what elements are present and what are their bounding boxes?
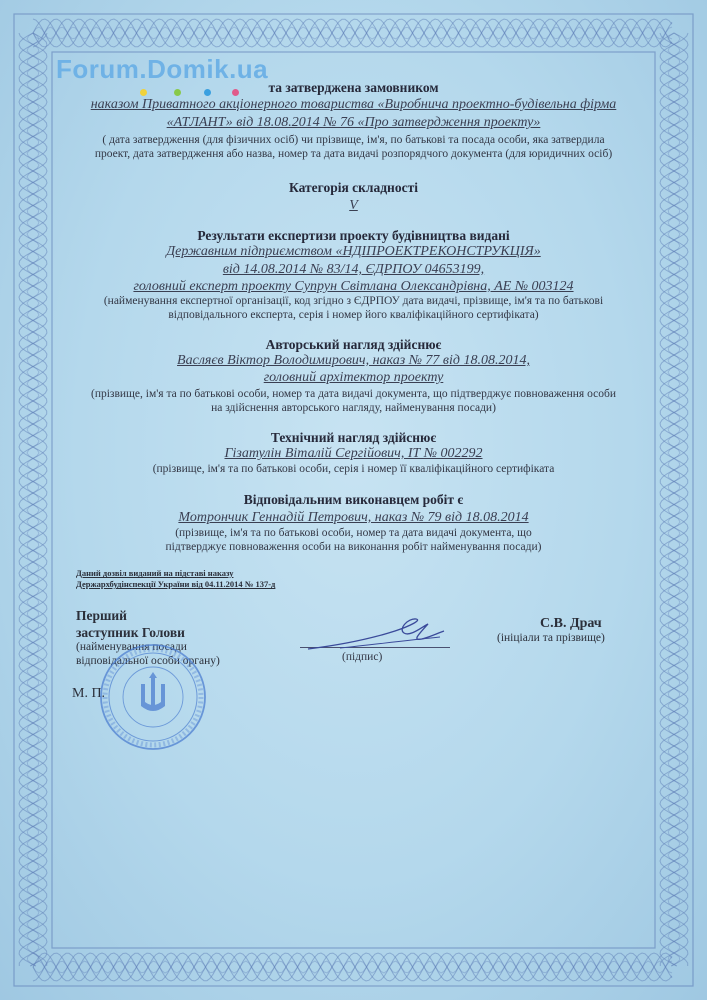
expertise-line-1: Державним підприємством «НДІПРОЕКТРЕКОНСТРУКЦІЯ»: [166, 244, 541, 259]
author-supervision-heading: Авторський нагляд здійснює: [265, 337, 442, 352]
approval-line-2: «АТЛАНТ» від 18.08.2014 № 76 «Про затвердження проекту»: [166, 115, 541, 130]
approval-caption-1: ( дата затвердження (для фізичних осіб) чи прізвище, ім'я, по батькові та посада особи, яка затвердила: [102, 134, 605, 146]
author-supervision-caption-1: (прізвище, ім'я та по батькові особи, номер та дата видачі документа, що підтверджує повноваження особи: [91, 388, 616, 400]
signer-title-line-2: заступник Голови: [76, 625, 185, 640]
technical-supervision-heading: Технічний нагляд здійснює: [270, 430, 437, 445]
signer-title: [76, 607, 185, 641]
official-seal: [98, 642, 208, 752]
executor-heading: Відповідальним виконавцем робіт є: [243, 492, 464, 507]
signature-caption: (підпис): [342, 651, 383, 663]
author-supervision-line-1: Васляєв Віктор Володимирович, наказ № 77 від 18.08.2014,: [177, 353, 530, 368]
executor-caption-2: підтверджує повноваження особи на виконання робіт найменування посади): [165, 541, 542, 553]
executor-line-1: Мотрончик Геннадій Петрович, наказ № 79 від 18.08.2014: [178, 510, 529, 525]
expertise-caption-1: (найменування експертної організації, код згідно з ЄДРПОУ дата видачі, прізвище, ім'я та по батькові: [103, 295, 604, 307]
permit-note: [76, 568, 275, 590]
expertise-line-2: від 14.08.2014 № 83/14, ЄДРПОУ 04653199,: [222, 262, 485, 277]
expertise-caption-2: відповідального експерта, серія і номер його кваліфікаційного сертифіката): [168, 309, 539, 321]
stamp-place-label: М. П.: [72, 686, 106, 701]
signer-name-caption: (ініціали та прізвище): [497, 632, 605, 644]
trident-emblem-icon: [141, 672, 165, 711]
author-supervision-caption-2: на здійснення авторського нагляду, найменування посади): [211, 402, 496, 414]
approval-heading: та затверджена замовником: [268, 80, 439, 95]
permit-note-line-2: Держархбудінспекції України від 04.11.2014 № 137-д: [76, 579, 276, 589]
signer-name: С.В. Драч: [540, 616, 602, 631]
executor-caption-1: (прізвище, ім'я та по батькові особи, номер та дата видачі документа, що: [175, 527, 532, 539]
approval-line-1: наказом Приватного акціонерного товариства «Виробнича проектно-будівельна фірма: [90, 97, 617, 112]
signer-position-caption-1: (найменування посади: [76, 641, 187, 653]
author-supervision-line-2: головний архітектор проекту: [263, 370, 444, 385]
signature-image: [300, 615, 450, 655]
permit-note-line-1: Даний дозвіл виданий на підставі наказу: [76, 568, 234, 578]
signer-title-line-1: Перший: [76, 608, 127, 623]
signer-position-caption-2: відповідальної особи органу): [76, 655, 220, 667]
approval-caption-2: проект, дата затвердження або назва, номер та дата видачі розпорядчого документа (для юридичних осіб): [94, 148, 613, 160]
expertise-heading: Результати експертизи проекту будівництва видані: [197, 228, 510, 243]
expertise-line-3: головний експерт проекту Супрун Світлана Олександрівна, АЕ № 003124: [133, 279, 574, 294]
technical-supervision-line-1: Гізатулін Віталій Сергійович, ІТ № 002292: [224, 446, 483, 461]
watermark-text: Forum.Domik.ua: [56, 54, 269, 84]
complexity-value: V: [349, 198, 358, 213]
complexity-heading: Категорія складності: [289, 180, 418, 195]
technical-supervision-caption-1: (прізвище, ім'я та по батькові особи, серія і номер її кваліфікаційного сертифіката: [152, 463, 555, 475]
